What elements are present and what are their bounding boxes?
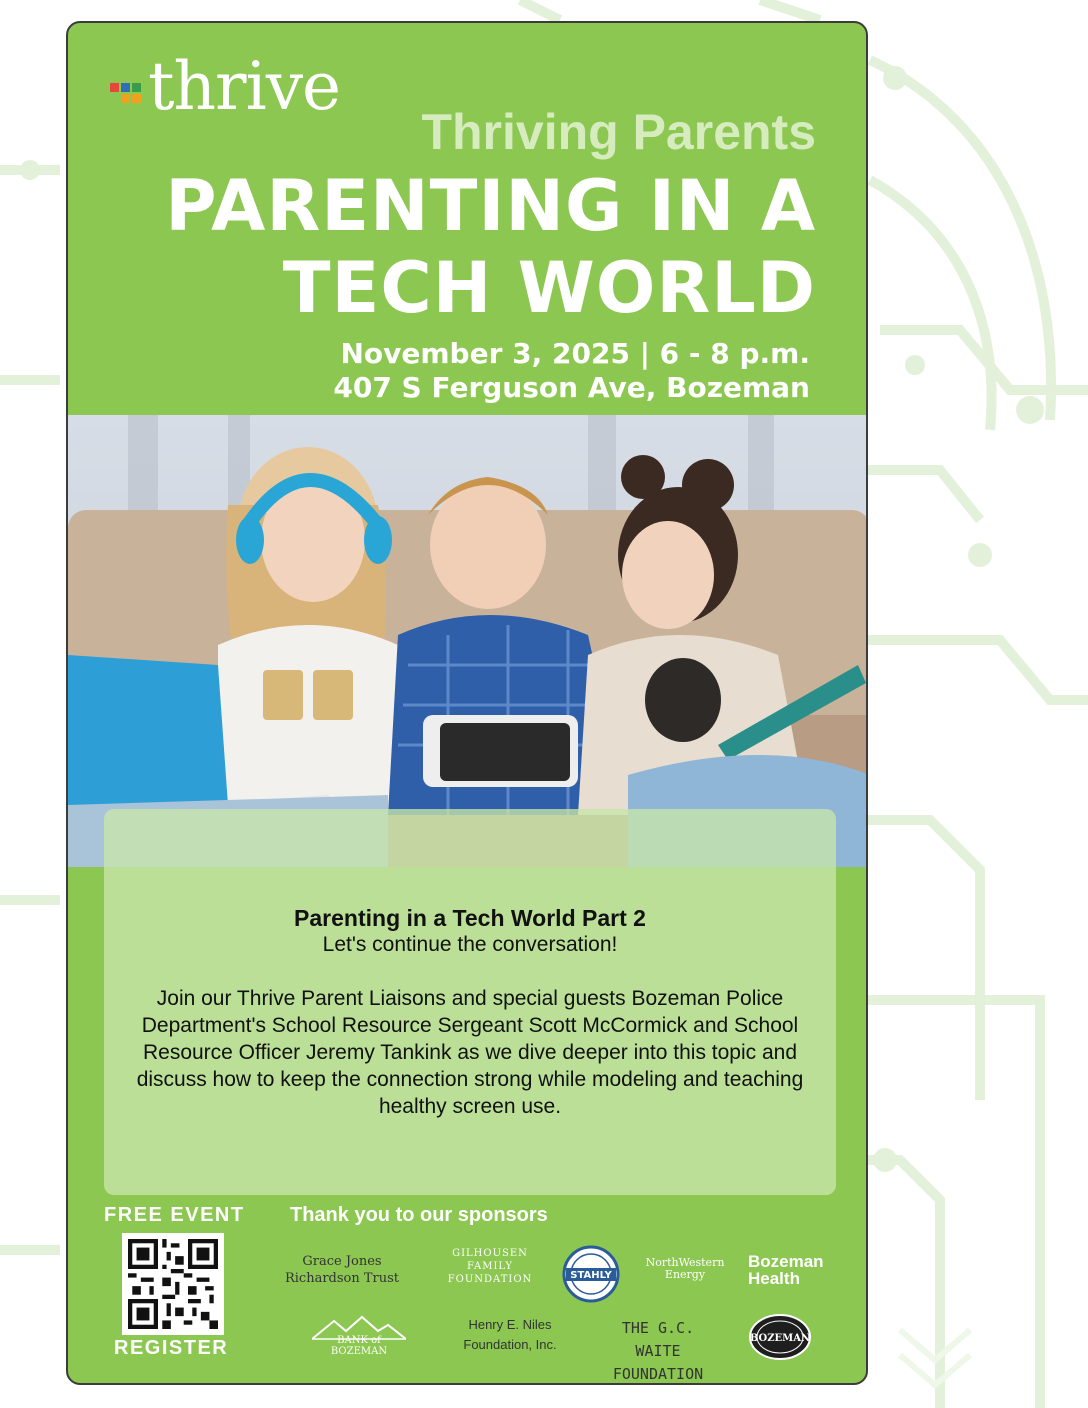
sponsor-quality-bozeman-name: BOZEMAN [749, 1333, 811, 1344]
sponsor-quality-bozeman-logo [748, 1313, 812, 1361]
series-title: Thriving Parents [421, 104, 816, 160]
sponsor-northwestern-energy: NorthWestern Energy [645, 1256, 725, 1281]
event-flyer [66, 21, 868, 1385]
event-title-line-2: TECH WORLD [282, 247, 816, 329]
sponsor-henry-e-niles-foundation: Henry E. Niles Foundation, Inc. [463, 1317, 557, 1352]
sponsor-gilhousen-family-foundation: GILHOUSEN FAMILY FOUNDATION [447, 1248, 533, 1285]
free-event-label: FREE EVENT [104, 1204, 245, 1226]
event-details-panel [104, 809, 836, 1195]
event-title [96, 165, 816, 329]
logo-wordmark: thrive [148, 48, 341, 125]
sponsor-bozeman-health: Bozeman Health [748, 1252, 824, 1288]
sponsor-bank-of-bozeman-name: BANK of BOZEMAN [330, 1335, 388, 1357]
details-body: Join our Thrive Parent Liaisons and special guests Bozeman Police Department's School Resource Sergeant Scott McCormick and School Resource Officer Jeremy Tankink as we dive deeper into this topic and discuss how to keep the connection strong while modeling and teaching healthy screen use. [136, 987, 804, 1118]
event-address: 407 S Ferguson Ave, Bozeman [333, 371, 810, 404]
sponsor-grace-jones-richardson-trust: Grace Jones Richardson Trust [284, 1254, 400, 1286]
sponsor-stahly-name: STAHLY [570, 1270, 612, 1281]
sponsors-heading: Thank you to our sponsors [290, 1204, 548, 1226]
event-date: November 3, 2025 | 6 - 8 p.m. [340, 337, 810, 370]
details-subheading: Let's continue the conversation! [322, 933, 618, 956]
children-with-devices-photo [68, 415, 868, 867]
sponsor-bank-of-bozeman [308, 1315, 410, 1357]
register-qr-code[interactable] [122, 1233, 224, 1335]
register-link[interactable]: REGISTER [114, 1337, 229, 1359]
sponsor-gc-waite-foundation: THE G.C. WAITE FOUNDATION [612, 1319, 704, 1383]
event-title-line-1: PARENTING IN A [165, 165, 816, 247]
thrive-mark-icon [108, 77, 144, 113]
sponsor-stahly-logo [562, 1245, 620, 1303]
details-heading: Parenting in a Tech World Part 2 [294, 905, 646, 931]
